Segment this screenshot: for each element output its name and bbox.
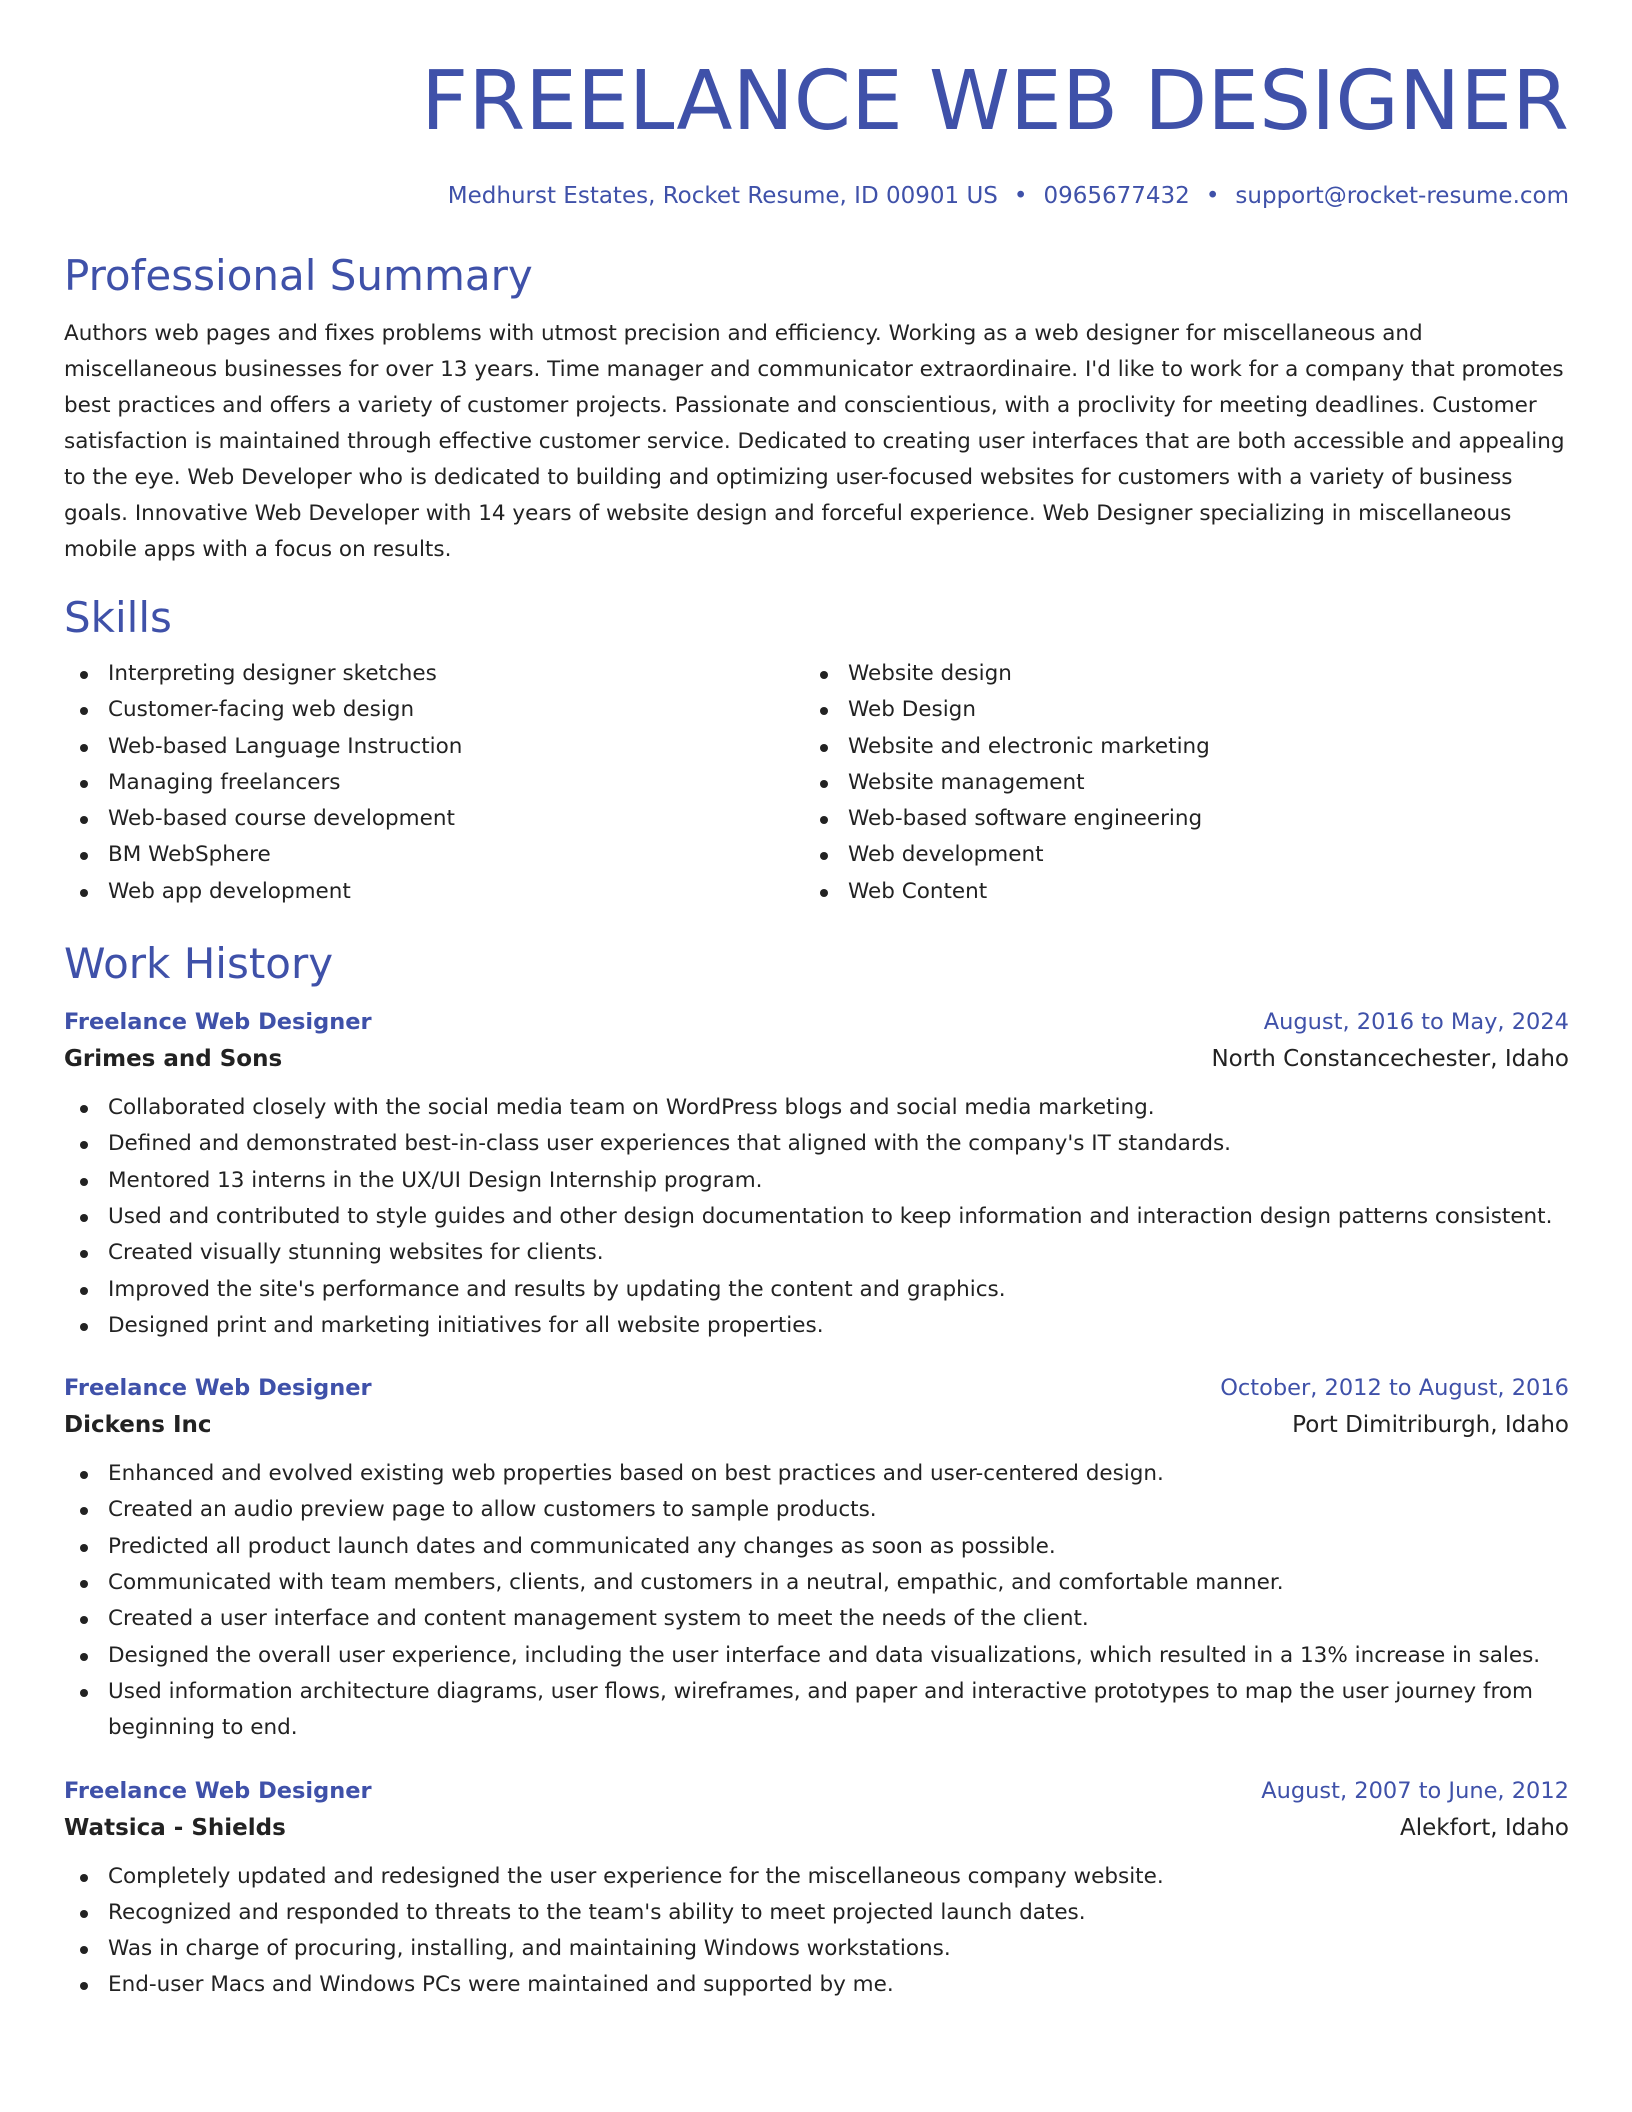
skills-list-right [804, 656, 1544, 910]
job-company: Dickens Inc [64, 1412, 212, 1439]
summary-text: Authors web pages and fixes problems with utmost precision and efficiency. Working as a web designer for miscellaneous and miscellaneous businesses for over 13 years. Time manager and communicator extraordinaire. I'd like to work for a company that promotes best practices and offers a variety of customer projects. Passionate and conscientious, with a proclivity for meeting deadlines. Customer satisfaction is maintained through effective customer service. Dedicated to creating user interfaces that are both accessible and appealing to the eye. Web Developer who is dedicated to building and optimizing user-focused websites for customers with a variety of business goals. Innovative Web Developer with 14 years of website design and forceful experience. Web Designer specializing in miscellaneous mobile apps with a focus on results. [64, 321, 1565, 562]
contact-email: support@rocket-resume.com [1235, 183, 1569, 209]
job-duty: Enhanced and evolved existing web properties based on best practices and user-centered design. [64, 1456, 1569, 1492]
contact-phone: 0965677432 [1043, 183, 1190, 209]
job-title: Freelance Web Designer [64, 1009, 372, 1036]
job-company-row [64, 1809, 1569, 1847]
job-duty: Communicated with team members, clients, and customers in a neutral, empathic, and comfortable manner. [64, 1565, 1569, 1601]
section-title-work-history: Work History [64, 939, 334, 989]
job-duties-list [64, 1456, 1569, 1746]
skill-item: Web Content [804, 874, 1544, 910]
job-entry [64, 1370, 1569, 1746]
skill-item: Web Design [804, 692, 1544, 728]
job-duty: End-user Macs and Windows PCs were maintained and supported by me. [64, 1967, 1569, 2003]
job-duty: Defined and demonstrated best-in-class user experiences that aligned with the company's IT standards. [64, 1126, 1569, 1162]
contact-separator: • [1205, 183, 1220, 209]
job-duty: Collaborated closely with the social media team on WordPress blogs and social media marketing. [64, 1090, 1569, 1126]
job-duty: Designed print and marketing initiatives for all website properties. [64, 1308, 1569, 1344]
skill-item: Managing freelancers [64, 765, 804, 801]
job-duty: Completely updated and redesigned the user experience for the miscellaneous company website. [64, 1859, 1569, 1895]
skill-item: Web-based software engineering [804, 801, 1544, 837]
job-duty: Was in charge of procuring, installing, and maintaining Windows workstations. [64, 1931, 1569, 1967]
job-duty: Created a user interface and content management system to meet the needs of the client. [64, 1601, 1569, 1637]
skill-item: Web app development [64, 874, 804, 910]
job-duty: Recognized and responded to threats to the team's ability to meet projected launch dates. [64, 1895, 1569, 1931]
skills-grid [64, 656, 1569, 910]
job-company-row [64, 1406, 1569, 1444]
skill-item: Website design [804, 656, 1544, 692]
contact-address: Medhurst Estates, Rocket Resume, ID 00901 US [447, 183, 998, 209]
skill-item: Website management [804, 765, 1544, 801]
job-duties-list [64, 1859, 1569, 2004]
job-duty: Designed the overall user experience, including the user interface and data visualizations, which resulted in a 13% increase in sales. [64, 1638, 1569, 1674]
job-company: Watsica - Shields [64, 1814, 286, 1841]
job-duty: Created visually stunning websites for clients. [64, 1235, 1569, 1271]
skills-list-left [64, 656, 804, 910]
skill-item: Web-based Language Instruction [64, 729, 804, 765]
job-entry [64, 1773, 1569, 2004]
job-title-row [64, 1773, 1569, 1809]
job-duty: Improved the site's performance and results by updating the content and graphics. [64, 1272, 1569, 1308]
skill-item: Customer-facing web design [64, 692, 804, 728]
job-duty: Predicted all product launch dates and communicated any changes as soon as possible. [64, 1529, 1569, 1565]
job-duties-list [64, 1090, 1569, 1344]
candidate-name: FREELANCE WEB DESIGNER [421, 54, 1569, 149]
section-title-skills: Skills [64, 593, 172, 642]
contact-separator: • [1013, 183, 1028, 209]
job-title-row [64, 1370, 1569, 1406]
job-location: Alekfort, Idaho [1400, 1814, 1569, 1841]
job-entry [64, 1004, 1569, 1344]
resume-header [64, 0, 1569, 212]
professional-summary-section [64, 250, 1569, 568]
job-location: Port Dimitriburgh, Idaho [1292, 1412, 1569, 1439]
job-title-row [64, 1004, 1569, 1040]
contact-line [64, 180, 1569, 212]
skill-item: Website and electronic marketing [804, 729, 1544, 765]
job-duty: Created an audio preview page to allow customers to sample products. [64, 1492, 1569, 1528]
job-dates: August, 2016 to May, 2024 [1263, 1009, 1569, 1036]
skills-column-left [64, 656, 804, 910]
job-dates: October, 2012 to August, 2016 [1220, 1375, 1569, 1402]
skill-item: Web-based course development [64, 801, 804, 837]
skills-section [64, 592, 1569, 910]
job-title: Freelance Web Designer [64, 1777, 372, 1804]
skills-column-right [804, 656, 1544, 910]
job-duty: Used information architecture diagrams, user flows, wireframes, and paper and interactive prototypes to map the user journey from beginning to end. [64, 1674, 1569, 1747]
skill-item: BM WebSphere [64, 837, 804, 873]
job-title: Freelance Web Designer [64, 1375, 372, 1402]
job-duty: Mentored 13 interns in the UX/UI Design Internship program. [64, 1163, 1569, 1199]
section-title-summary: Professional Summary [64, 251, 533, 300]
skill-item: Web development [804, 837, 1544, 873]
work-history-section [64, 938, 1569, 2004]
job-location: North Constancechester, Idaho [1211, 1046, 1569, 1073]
job-dates: August, 2007 to June, 2012 [1261, 1777, 1569, 1804]
job-company-row [64, 1040, 1569, 1078]
job-company: Grimes and Sons [64, 1046, 283, 1073]
skill-item: Interpreting designer sketches [64, 656, 804, 692]
job-duty: Used and contributed to style guides and other design documentation to keep information and interaction design patterns consistent. [64, 1199, 1569, 1235]
